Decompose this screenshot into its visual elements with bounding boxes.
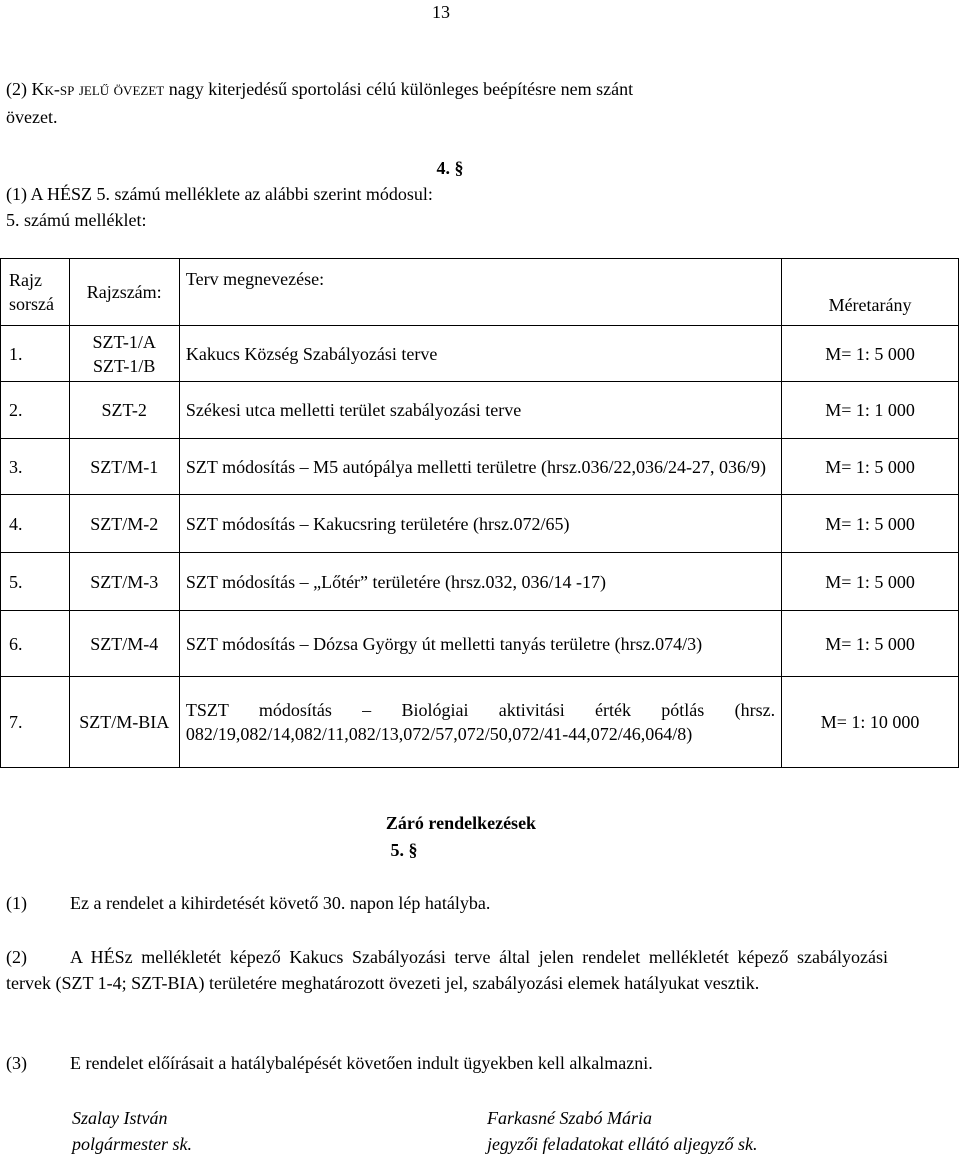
row-plan-name: SZT módosítás – Dózsa György út melletti tanyás területre (hrsz.074/3): [179, 611, 781, 677]
header-plan-name: Terv megnevezése:: [179, 259, 781, 326]
header-drawing-number: Rajz sorszá: [1, 259, 70, 326]
section-4-line1: (1) A HÉSZ 5. számú melléklete az alábbi szerint módosul:: [6, 184, 433, 204]
row-number: 7.: [1, 677, 70, 768]
row-number: 4.: [1, 495, 70, 553]
table-row: [1, 439, 959, 495]
row-scale: M= 1: 10 000: [782, 677, 959, 768]
row-plan-name: TSZT módosítás – Biológiai aktivitási érték pótlás (hrsz. 082/19,082/14,082/11,082/13,072/57,072/50,072/41-44,072/46,064/8): [179, 677, 781, 768]
row-code: SZT/M-1: [69, 439, 179, 495]
table-header-row: [1, 259, 959, 326]
para-2-prefix: (2): [6, 79, 32, 99]
section-4-line2: 5. számú melléklet:: [6, 210, 147, 230]
table-row: [1, 382, 959, 439]
signature-right-title: jegyzői feladatokat ellátó aljegyző sk.: [487, 1134, 758, 1154]
zone-label: Kk-sp jelű övezet: [31, 79, 165, 99]
para-2-line1: nagy kiterjedésű sportolási célú különleges beépítésre nem szánt: [164, 79, 634, 99]
row-plan-name: Kakucs Község Szabályozási terve: [179, 326, 781, 382]
section-5-heading: 5. §: [390, 840, 418, 860]
row-scale: M= 1: 5 000: [782, 439, 959, 495]
row-code: SZT-2: [69, 382, 179, 439]
closing-paragraph-1: [6, 890, 888, 916]
row-scale: M= 1: 5 000: [782, 326, 959, 382]
row-number: 2.: [1, 382, 70, 439]
page-number: 13: [432, 2, 450, 22]
header-scale: Méretarány: [782, 259, 959, 326]
row-plan-name: SZT módosítás – Kakucsring területére (hrsz.072/65): [179, 495, 781, 553]
signature-right-name: Farkasné Szabó Mária: [487, 1108, 652, 1128]
row-plan-name: SZT módosítás – „Lőtér” területére (hrsz.032, 036/14 -17): [179, 553, 781, 611]
row-code: SZT/M-3: [69, 553, 179, 611]
paragraph-2-number: (2): [6, 947, 27, 967]
closing-paragraph-3: [6, 1050, 888, 1076]
para-2-line2: övezet.: [6, 107, 58, 127]
row-scale: M= 1: 5 000: [782, 611, 959, 677]
section-4-heading: 4. §: [436, 158, 464, 178]
closing-paragraph-2: [6, 944, 888, 996]
row-scale: M= 1: 1 000: [782, 382, 959, 439]
drawing-list-table: [0, 258, 959, 768]
row-scale: M= 1: 5 000: [782, 553, 959, 611]
paragraph-3-text: E rendelet előírásait a hatálybalépését követően indult ügyekben kell alkalmazni.: [70, 1053, 653, 1073]
row-number: 1.: [1, 326, 70, 382]
table-row: [1, 553, 959, 611]
row-code: SZT-1/A SZT-1/B: [69, 326, 179, 382]
table-row: [1, 326, 959, 382]
paragraph-1-text: Ez a rendelet a kihirdetését követő 30. napon lép hatályba.: [70, 893, 491, 913]
row-code: SZT/M-BIA: [69, 677, 179, 768]
signature-left-name: Szalay István: [72, 1108, 168, 1128]
row-number: 3.: [1, 439, 70, 495]
signature-left-title: polgármester sk.: [72, 1134, 192, 1154]
table-row: [1, 495, 959, 553]
row-plan-name: SZT módosítás – M5 autópálya melletti területre (hrsz.036/22,036/24-27, 036/9): [179, 439, 781, 495]
row-scale: M= 1: 5 000: [782, 495, 959, 553]
row-number: 6.: [1, 611, 70, 677]
paragraph-3-number: (3): [6, 1053, 27, 1073]
table-row: [1, 611, 959, 677]
row-code: SZT/M-2: [69, 495, 179, 553]
table-row: [1, 677, 959, 768]
header-drawing-code: Rajzszám:: [69, 259, 179, 326]
row-plan-name: Székesi utca melletti terület szabályozási terve: [179, 382, 781, 439]
paragraph-1-number: (1): [6, 893, 27, 913]
row-number: 5.: [1, 553, 70, 611]
row-code: SZT/M-4: [69, 611, 179, 677]
closing-heading: Záró rendelkezések: [385, 813, 537, 833]
paragraph-2-text: A HÉSz mellékletét képező Kakucs Szabályozási terve által jelen rendelet mellékletét képező szabályozási tervek (SZT 1-4; SZT-BIA) területére meghatározott övezeti jel, szabályozási elemek hatályukat vesztik.: [6, 947, 888, 993]
paragraph-2: [6, 75, 888, 131]
